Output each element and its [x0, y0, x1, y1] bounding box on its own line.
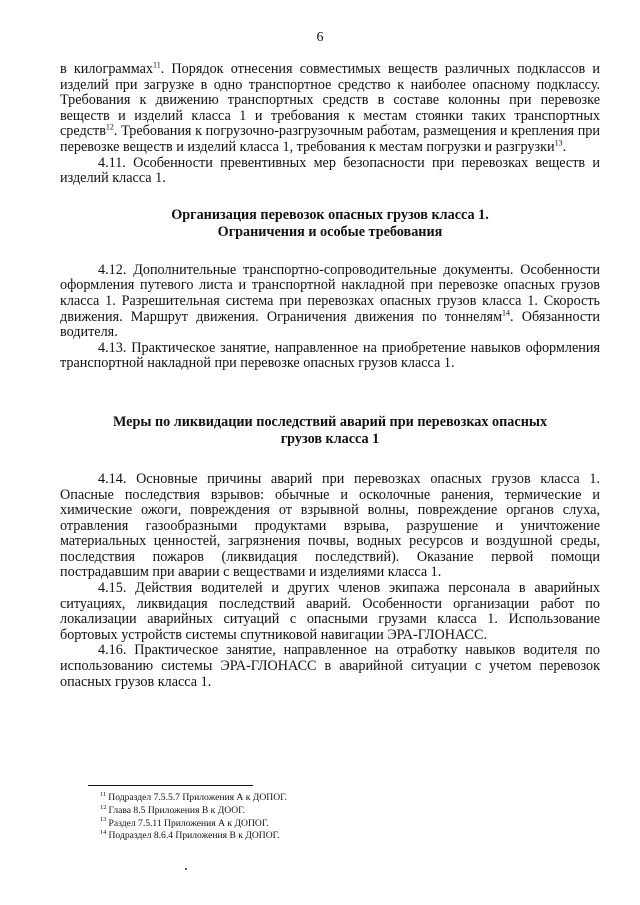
paragraph-4-11: 4.11. Особенности превентивных мер безопасности при перевозках веществ и изделий класса 1.	[60, 154, 600, 187]
paragraph-4-14: 4.14. Основные причины аварий при перевозках опасных грузов класса 1. Опасные последствия взрывов: обычные и осколочные ранения, термические и химические ожоги, повреждения от взрывной волны, повреждение органов слуха, отравления газообразными продуктами взрыва, разрушение и уничтожение материальных ценностей, загрязнения почвы, водных ресурсов и воздушной среды, последствия пожаров (ликвидация последствий). Оказание первой помощи пострадавшим при аварии с веществами и изделиями класса 1.	[60, 470, 600, 581]
text-run: . Порядок отнесения совместимых веществ различных подклассов и изделий при загрузке в одно транспортное средство к наиболее опасному подклассу. Требования к движению транспортных средств в составе колонны при перевозке веществ и изделий класса 1 и требования к местам стоянки таких транспортных средств	[60, 61, 600, 140]
footnotes	[100, 792, 287, 843]
footnote-ref: 13	[554, 138, 563, 148]
text-run: . Требования к погрузочно-разгрузочным работам, размещения и крепления при перевозке веществ и изделий класса 1, требования к местам погрузки и разгрузки	[60, 123, 600, 155]
text-run: . Обязанности водителя.	[60, 308, 600, 341]
paragraph-4-13: 4.13. Практическое занятие, направленное на приобретение навыков оформления транспортной накладной при перевозке опасных грузов класса 1.	[60, 339, 600, 372]
paragraph-4-15: 4.15. Действия водителей и других членов экипажа персонала в аварийных ситуациях, ликвидация последствий аварий. Особенности организации работ по локализации аварийных ситуаций с опасными грузами класса 1. Использование бортовых устройств системы спутниковой навигации ЭРА-ГЛОНАСС.	[60, 580, 600, 643]
footnote-ref: 12	[105, 122, 114, 132]
scan-speck	[185, 868, 187, 870]
footnote-number: 13	[100, 816, 107, 824]
footnote-ref: 14	[502, 307, 511, 317]
intro-paragraph	[60, 62, 600, 156]
footnote-text: Подраздел 7.5.5.7 Приложения А к ДОПОГ.	[108, 792, 287, 803]
document-body	[60, 62, 600, 690]
footnote-text: Глава 8.5 Приложения В к ДООГ.	[108, 804, 245, 816]
footnote	[100, 818, 287, 831]
text-run: в килограммах	[60, 61, 153, 77]
heading-line: Организация перевозок опасных грузов класса 1.	[171, 206, 489, 223]
heading-line: Ограничения и особые требования	[217, 223, 443, 240]
text-run: .	[562, 138, 567, 155]
footnote-number: 11	[100, 790, 107, 798]
page-number: 6	[316, 30, 324, 45]
footnote	[100, 792, 287, 805]
footnote	[100, 805, 287, 818]
footnote-number: 14	[100, 829, 107, 837]
section-heading-accidents	[60, 414, 600, 448]
heading-line: грузов класса 1	[280, 430, 380, 447]
heading-line: Меры по ликвидации последствий аварий при перевозках опасных	[112, 413, 548, 430]
section-heading-organization	[60, 207, 600, 241]
footnote-separator	[88, 785, 253, 786]
footnote	[100, 830, 287, 843]
text-run: 4.12. Дополнительные транспортно-сопроводительные документы. Особенности оформления путевого листа и транспортной накладной при перевозке опасных грузов класса 1. Разрешительная система при перевозках опасных грузов класса 1. Скорость движения. Маршрут движения. Ограничения движения по тоннелям	[60, 261, 600, 325]
footnote-ref: 11	[152, 60, 161, 70]
footnote-text: Подраздел 8.6.4 Приложения В к ДОПОГ.	[108, 830, 280, 842]
paragraph-4-12	[60, 263, 600, 341]
paragraph-4-16: 4.16. Практическое занятие, направленное на отработку навыков водителя по использованию системы ЭРА-ГЛОНАСС в аварийной ситуации с учетом перевозок опасных грузов класса 1.	[60, 642, 600, 690]
footnote-number: 12	[100, 803, 107, 811]
footnote-text: Раздел 7.5.11 Приложения А к ДОПОГ.	[108, 817, 269, 829]
